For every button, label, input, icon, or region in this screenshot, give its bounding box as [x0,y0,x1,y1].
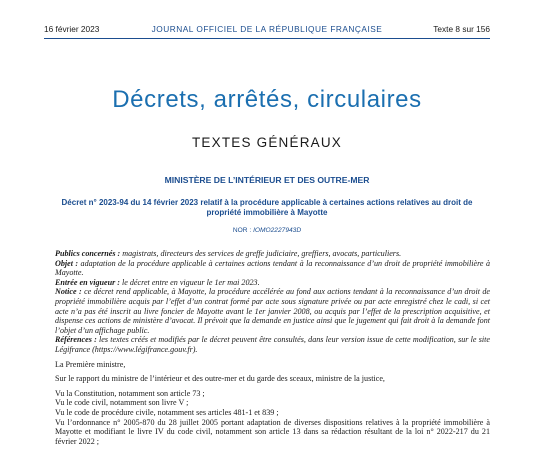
text-number: Texte 8 sur 156 [433,24,490,34]
header-rule [44,38,490,39]
objet-paragraph [55,259,490,278]
publics-paragraph [55,249,490,259]
references-text: les textes créés et modifiés par le décret peuvent être consultés, dans leur version issue de cette modification, sur le site Légifrance (https://www.légifrance.gouv.fr). [55,335,491,354]
notice-paragraph [55,287,490,335]
nor-reference [0,227,534,234]
nor-value: IOMO2227943D [253,227,302,234]
rapport-line: Sur le rapport du ministre de l’intérieur et des outre-mer et du garde des sceaux, ministre de la justice, [55,374,385,384]
journal-name: JOURNAL OFFICIEL DE LA RÉPUBLIQUE FRANÇAISE [151,24,383,34]
entree-label: Entrée en vigueur : [55,277,120,287]
references-label: Références : [55,335,97,345]
subsection-title: TEXTES GÉNÉRAUX [191,135,343,150]
vu-constitution: Vu la Constitution, notamment son article 73 ; [55,388,205,398]
vu-code-civil: Vu le code civil, notamment son livre V ; [55,398,189,408]
page-header [44,24,490,38]
vu-ordonnance: Vu l’ordonnance n° 2005-870 du 28 juillet 2005 portant adaptation de diverses dispositions relatives à la propriété immobilière à Mayotte et modifiant le livre IV du code civil, notamment son article 13 dans sa rédaction résultant de la loi n° 2022-217 du 21 février 2022 ; [55,417,490,446]
objet-text: adaptation de la procédure applicable à certaines actions tendant à la reconnaissance d’un droit de propriété immobilière à Mayotte. [55,258,490,278]
nor-label: NOR : [232,227,254,234]
publics-text: magistrats, directeurs des services de greffe judiciaire, greffiers, avocats, particuliers. [120,249,402,258]
intro-line: La Première ministre, [55,359,126,369]
notice-label: Notice : [55,287,82,297]
decree-title: Décret n° 2023-94 du 14 février 2023 relatif à la procédure applicable à certaines actions relatives au droit de propriété immobilière à Mayotte [61,198,473,217]
references-paragraph [55,335,490,354]
notice-text: ce décret rend applicable, à Mayotte, la procédure accélérée au fond aux actions tendant à la reconnaissance d’un droit de propriété immobilière acquis par l’effet d’un contrat formé par acte sous signature privée ou par acte enregistré chez le cadi, si cet acte n’a pas été inscrit au livre foncier de Mayotte avant le 1er janvier 2008, ou acquis par l’effet de la prescription acquisitive, et dispense ces actions de ministère d’avocat. Il prévoit que la demande en justice ainsi que le jugement qui fait droit à la demande font l’objet d’un affichage public. [55,287,491,335]
publication-date: 16 février 2023 [44,24,100,34]
objet-label: Objet : [55,258,79,268]
section-title: Décrets, arrêtés, circulaires [112,86,422,113]
decree-body [55,249,490,446]
entree-text: le décret entre en vigueur le 1er mai 2023. [119,277,260,287]
publics-label: Publics concernés : [55,249,121,258]
ministry-title: MINISTÈRE DE L’INTÉRIEUR ET DES OUTRE-MER [164,175,370,185]
vu-code-procedure: Vu le code de procédure civile, notamment ses articles 481-1 et 839 ; [55,407,279,417]
entree-paragraph [55,278,490,288]
